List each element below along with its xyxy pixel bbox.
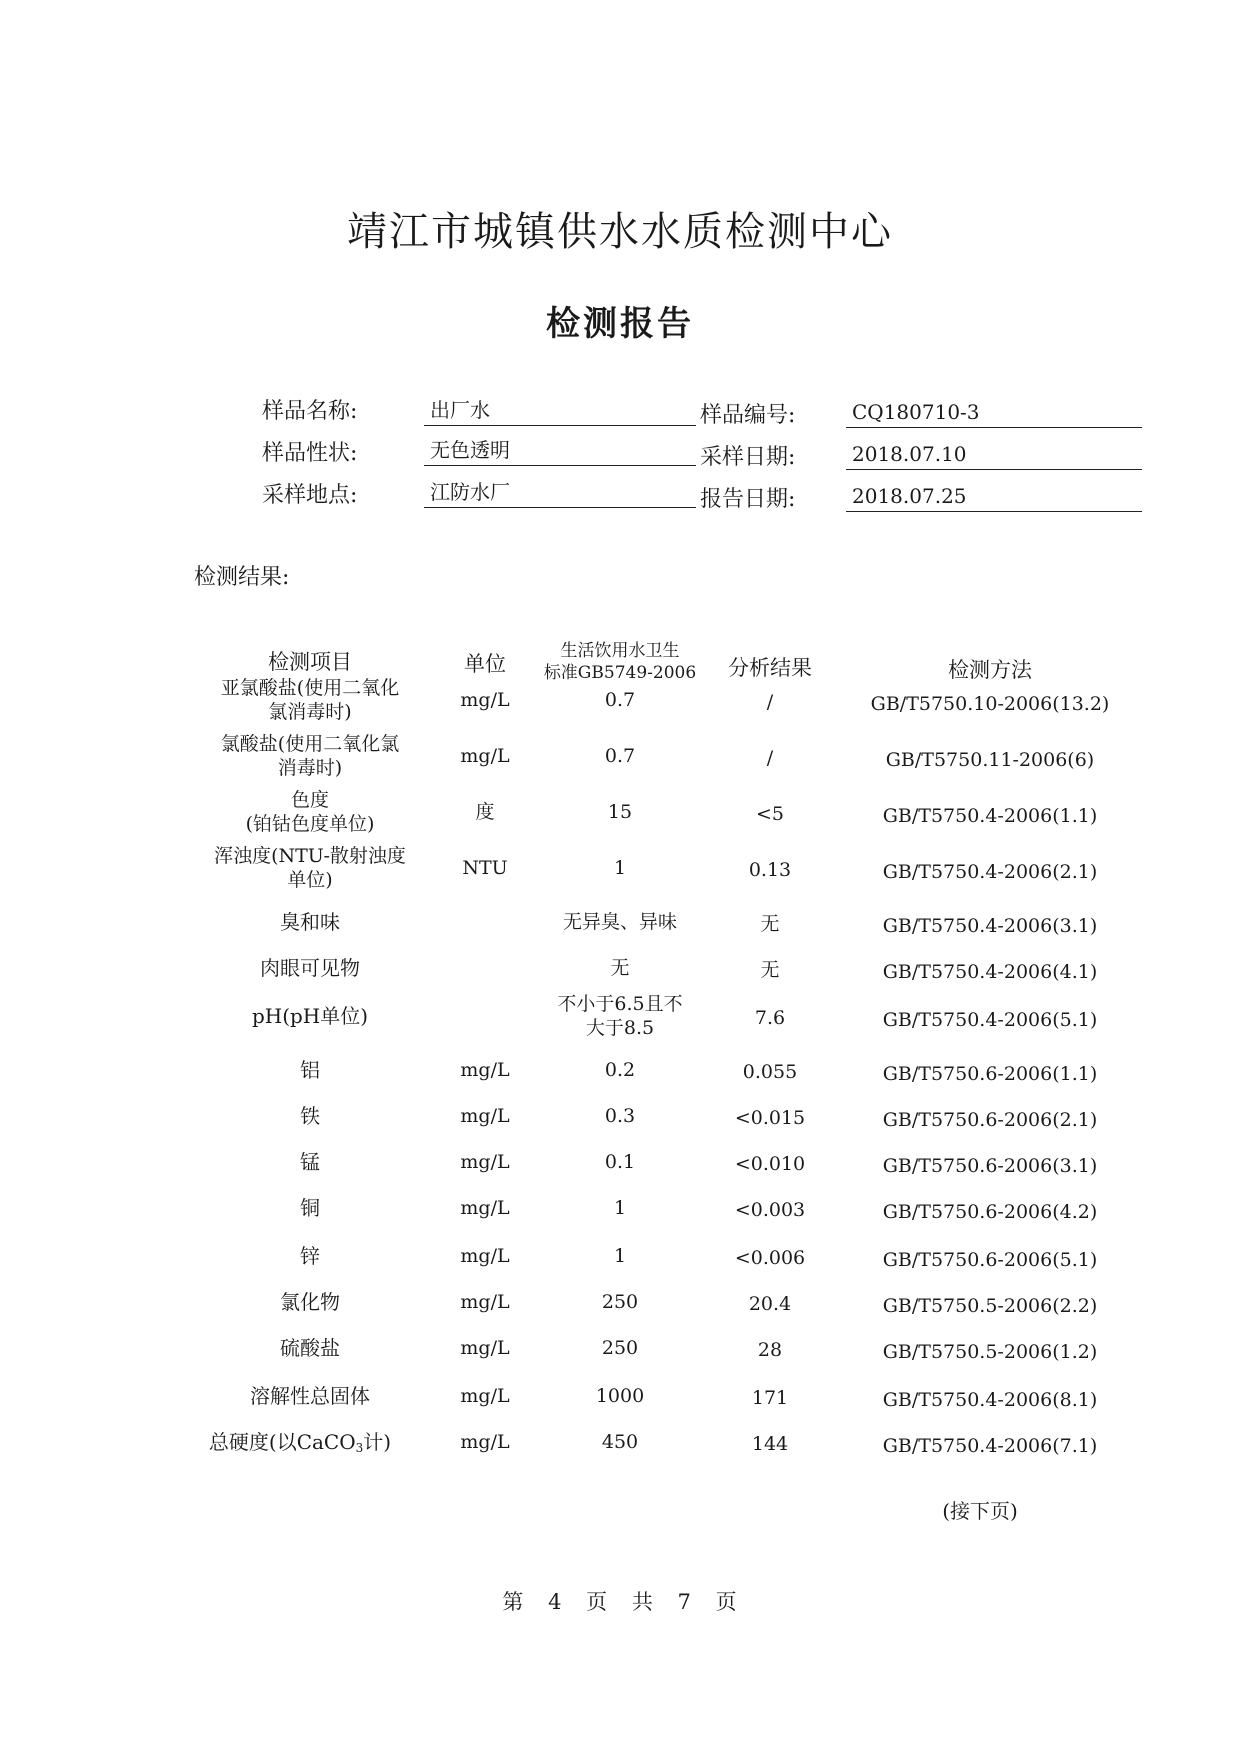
sample-state-label: 样品性状:: [262, 441, 358, 466]
row-item-line1: 色度: [290, 789, 329, 811]
row-method: GB/T5750.6-2006(1.1): [882, 1063, 1098, 1085]
row-item: [190, 1384, 430, 1408]
sampling-date-label: 采样日期:: [700, 445, 796, 470]
row-standard-line1: 250: [601, 1337, 639, 1359]
row-item-line1: 锌: [300, 1244, 320, 1268]
row-standard: [540, 1104, 700, 1128]
row-standard-line1: 15: [607, 801, 633, 823]
row-standard: [540, 688, 700, 712]
row-standard-line1: 不小于6.5且不: [557, 993, 683, 1015]
sampling-site-value: 江防水厂: [424, 478, 696, 508]
row-unit: 度: [475, 801, 495, 823]
footer-word-gong: 共: [631, 1590, 654, 1614]
row-item-line1: 铁: [300, 1104, 320, 1128]
row-standard-line1: 0.2: [604, 1059, 636, 1081]
row-item: [190, 788, 430, 836]
row-standard: [540, 1058, 700, 1082]
row-result: /: [766, 747, 774, 769]
row-method: GB/T5750.4-2006(1.1): [882, 805, 1098, 827]
row-item: [190, 1058, 430, 1082]
row-item: [190, 1150, 430, 1174]
sample-name-value: 出厂水: [424, 396, 696, 426]
row-result: 20.4: [748, 1293, 792, 1315]
row-item: [190, 732, 430, 780]
report-title: 检测报告: [546, 304, 694, 344]
header-standard: [540, 640, 700, 684]
row-unit: mg/L: [460, 1291, 510, 1313]
row-standard: [540, 800, 700, 824]
row-result: <0.006: [734, 1247, 806, 1269]
row-method: GB/T5750.6-2006(3.1): [882, 1155, 1098, 1177]
page-footer: [0, 1586, 1240, 1616]
row-standard: [540, 956, 700, 980]
hardness-label-prefix: 总硬度(以CaCO: [208, 1430, 356, 1454]
row-item-line1: 溶解性总固体: [250, 1384, 370, 1408]
hardness-label-suffix: 计): [363, 1430, 392, 1454]
row-item: [190, 844, 430, 892]
row-standard-line1: 1: [613, 857, 627, 879]
row-method: GB/T5750.4-2006(3.1): [882, 915, 1098, 937]
row-standard-line1: 250: [601, 1291, 639, 1313]
row-method: GB/T5750.5-2006(1.2): [882, 1341, 1098, 1363]
row-method: GB/T5750.11-2006(6): [885, 749, 1095, 771]
row-unit: mg/L: [460, 1197, 510, 1219]
row-item-line1: 铜: [300, 1196, 320, 1220]
row-standard: [540, 1290, 700, 1314]
row-method: GB/T5750.4-2006(5.1): [882, 1009, 1098, 1031]
row-method: GB/T5750.6-2006(2.1): [882, 1109, 1098, 1131]
row-unit: mg/L: [460, 1431, 510, 1453]
row-result: 7.6: [754, 1007, 786, 1029]
row-item: [190, 1196, 430, 1220]
row-unit: mg/L: [460, 1105, 510, 1127]
row-standard: [540, 992, 700, 1040]
row-item-line2: (铂钴色度单位): [245, 813, 375, 835]
row-item: [190, 1244, 430, 1268]
row-unit: mg/L: [460, 1385, 510, 1407]
row-result: 无: [760, 913, 780, 935]
row-item-line1: 铝: [300, 1058, 320, 1082]
header-standard-line2: 标准GB5749-2006: [543, 663, 697, 683]
row-item-line1: 氯酸盐(使用二氧化氯: [220, 733, 400, 755]
hardness-label-sub: 3: [355, 1441, 364, 1455]
row-standard-line1: 0.3: [604, 1105, 636, 1127]
total-pages: 7: [677, 1590, 692, 1614]
org-title: 靖江市城镇供水水质检测中心: [347, 209, 893, 255]
row-item-line1: 肉眼可见物: [260, 956, 360, 980]
row-method: GB/T5750.4-2006(2.1): [882, 861, 1098, 883]
row-item: [190, 1004, 430, 1028]
row-result: 0.055: [742, 1061, 798, 1083]
row-unit: mg/L: [460, 1059, 510, 1081]
row-standard: [540, 1336, 700, 1360]
row-method: GB/T5750.4-2006(7.1): [882, 1435, 1098, 1457]
row-standard-line1: 1000: [595, 1385, 645, 1407]
row-item-line1: 亚氯酸盐(使用二氧化: [220, 677, 400, 699]
row-method: GB/T5750.4-2006(4.1): [882, 961, 1098, 983]
row-item-line1: 锰: [300, 1150, 320, 1174]
row-standard: [540, 1150, 700, 1174]
row-item: [190, 910, 430, 934]
row-item-line2: 消毒时): [277, 757, 343, 779]
row-method: GB/T5750.5-2006(2.2): [882, 1295, 1098, 1317]
row-standard-line1: 无: [610, 957, 630, 979]
row-item-line1: 硫酸盐: [280, 1336, 340, 1360]
row-standard-line2: 大于8.5: [585, 1017, 655, 1039]
continued-note: (接下页): [942, 1499, 1018, 1523]
row-item-line1: 浑浊度(NTU-散射浊度: [214, 845, 406, 867]
row-item: [190, 676, 430, 724]
row-item: [190, 1290, 430, 1314]
row-standard: [540, 1384, 700, 1408]
footer-word-ye-2: 页: [715, 1590, 738, 1614]
row-unit: mg/L: [460, 1151, 510, 1173]
row-result: 0.13: [748, 859, 792, 881]
row-standard-line1: 450: [601, 1431, 639, 1453]
row-item: [180, 1430, 420, 1460]
sample-state-value: 无色透明: [424, 436, 696, 466]
row-standard: [540, 1430, 700, 1454]
footer-word-ye: 页: [586, 1590, 609, 1614]
row-result: 无: [760, 959, 780, 981]
sample-no-value: CQ180710-3: [846, 398, 1142, 428]
row-standard: [540, 744, 700, 768]
row-standard-line1: 无异臭、异味: [562, 911, 677, 933]
row-standard: [540, 910, 700, 934]
header-standard-line1: 生活饮用水卫生: [560, 641, 680, 661]
row-method: GB/T5750.6-2006(5.1): [882, 1249, 1098, 1271]
row-unit: mg/L: [460, 745, 510, 767]
row-result: 144: [751, 1433, 789, 1455]
row-result: <0.010: [734, 1153, 806, 1175]
row-unit: mg/L: [460, 689, 510, 711]
row-standard: [540, 856, 700, 880]
row-result: <0.015: [734, 1107, 806, 1129]
row-result: <5: [755, 803, 784, 825]
row-result: 171: [751, 1387, 789, 1409]
sampling-site-label: 采样地点:: [262, 483, 358, 508]
row-standard-line1: 0.7: [604, 689, 636, 711]
row-item-line2: 单位): [287, 869, 333, 891]
row-unit: NTU: [462, 857, 508, 879]
report-date-value: 2018.07.25: [846, 482, 1142, 512]
results-label: 检测结果:: [194, 565, 290, 590]
header-item: 检测项目: [268, 650, 352, 674]
row-item-line1: pH(pH单位): [251, 1004, 369, 1028]
row-item-line1: 氯化物: [280, 1290, 340, 1314]
report-date-label: 报告日期:: [700, 487, 796, 512]
row-result: 28: [757, 1339, 783, 1361]
row-result: <0.003: [734, 1199, 806, 1221]
sampling-date-value: 2018.07.10: [846, 440, 1142, 470]
header-unit: 单位: [464, 652, 506, 676]
row-item: [190, 956, 430, 980]
row-standard-line1: 0.1: [604, 1151, 636, 1173]
row-item: [190, 1336, 430, 1360]
row-standard-line1: 1: [613, 1245, 627, 1267]
row-method: GB/T5750.10-2006(13.2): [870, 693, 1110, 715]
row-standard: [540, 1196, 700, 1220]
row-result: /: [766, 691, 774, 713]
sample-no-label: 样品编号:: [700, 403, 796, 428]
header-method: 检测方法: [948, 658, 1032, 682]
row-item: [190, 1104, 430, 1128]
row-standard-line1: 1: [613, 1197, 627, 1219]
row-standard-line1: 0.7: [604, 745, 636, 767]
current-page: 4: [548, 1590, 563, 1614]
row-standard: [540, 1244, 700, 1268]
header-result: 分析结果: [728, 656, 812, 680]
row-item-line1: 臭和味: [280, 910, 340, 934]
row-unit: mg/L: [460, 1245, 510, 1267]
row-method: GB/T5750.4-2006(8.1): [882, 1389, 1098, 1411]
row-item-line2: 氯消毒时): [268, 701, 352, 723]
sample-name-label: 样品名称:: [262, 399, 358, 424]
footer-word-di: 第: [502, 1590, 525, 1614]
row-unit: mg/L: [460, 1337, 510, 1359]
row-method: GB/T5750.6-2006(4.2): [882, 1201, 1098, 1223]
